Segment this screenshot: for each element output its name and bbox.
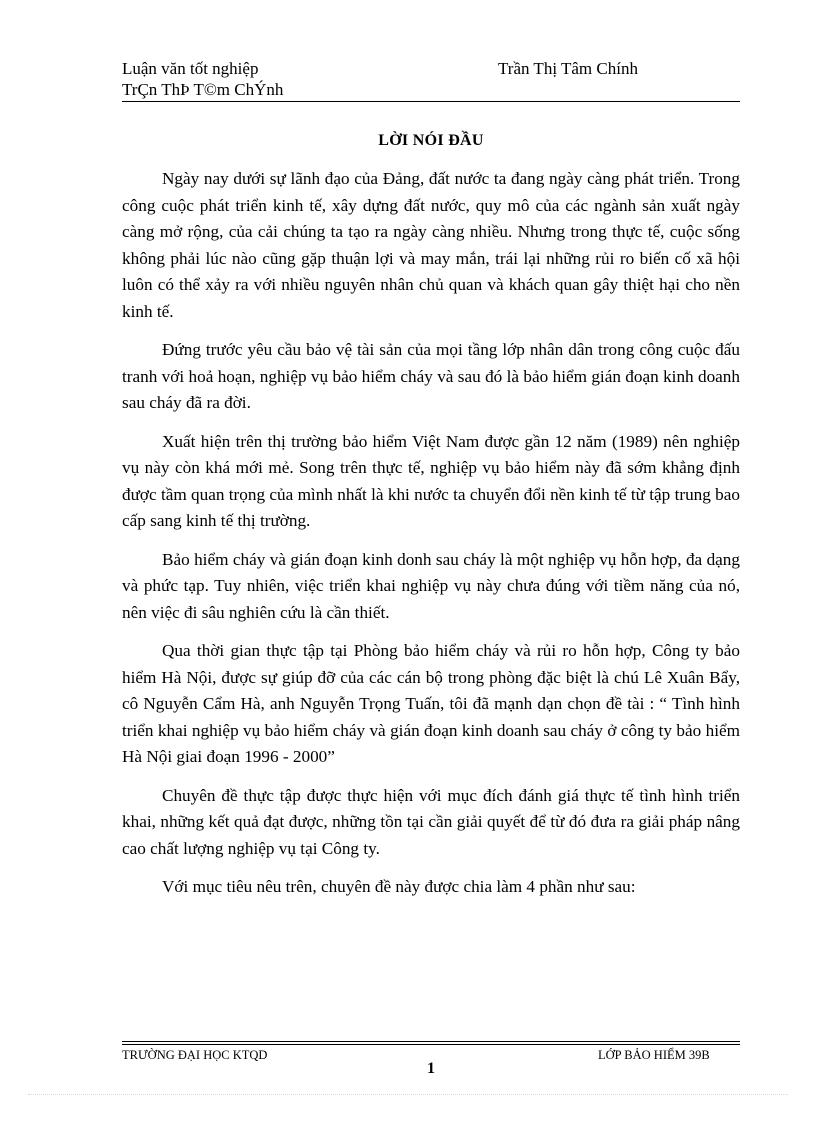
page-number: 1	[427, 1060, 435, 1077]
header-author-name: Trần Thị Tâm Chính	[498, 59, 638, 78]
footer-university: TRƯỜNG ĐẠI HỌC KTQD	[122, 1048, 268, 1062]
page-title: LỜI NÓI ĐẦU	[378, 132, 484, 149]
footer-rule-bottom	[122, 1044, 740, 1045]
paragraph-4: Bảo hiểm cháy và gián đoạn kinh donh sau cháy là một nghiệp vụ hỗn hợp, đa dạng và phức tạp. Tuy nhiên, việc triển khai nghiệp vụ này chưa đúng với tiềm năng của nó, nên việc đi sâu nghiên cứu là cần thiết.	[122, 549, 740, 622]
body-text	[122, 166, 740, 913]
paragraph-5: Qua thời gian thực tập tại Phòng bảo hiểm cháy và rủi ro hỗn hợp, Công ty bảo hiểm Hà Nội, được sự giúp đỡ của các cán bộ trong phòng đặc biệt là chú Lê Xuân Bẩy, cô Nguyễn Cẩm Hà, anh Nguyễn Trọng Tuấn, tôi đã mạnh dạn chọn đề tài : “ Tình hình triển khai nghiệp vụ bảo hiểm cháy và gián đoạn kinh doanh sau cháy ở công ty bảo hiểm Hà Nội giai đoạn 1996 - 2000”	[122, 641, 740, 766]
paragraph-1: Ngày nay dưới sự lãnh đạo của Đảng, đất nước ta đang ngày càng phát triển. Trong công cuộc phát triển kinh tế, xây dựng đất nước, quy mô của các ngành sản xuất ngày càng mở rộng, của cải chúng ta tạo ra ngày càng nhiều. Nhưng trong thực tế, cuộc sống không phải lúc nào cũng gặp thuận lợi và may mắn, trái lại những rủi ro biến cố xã hội luôn có thể xảy ra với nhiều nguyên nhân chủ quan và khách quan gây thiệt hại cho nền kinh tế.	[122, 169, 740, 321]
header-thesis-label: Luận văn tốt nghiệp	[122, 59, 259, 78]
paragraph-6: Chuyên đề thực tập được thực hiện với mục đích đánh giá thực tế tình hình triển khai, những kết quả đạt được, những tồn tại cần giải quyết để từ đó đưa ra giải pháp nâng cao chất lượng nghiệp vụ tại Công ty.	[122, 785, 740, 858]
paragraph-7: Với mục tiêu nêu trên, chuyên đề này được chia làm 4 phần như sau:	[162, 877, 636, 896]
footer-rule-top	[122, 1041, 740, 1042]
header-garbled-author: TrÇn ThÞ T©m ChÝnh	[122, 80, 284, 99]
page-bottom-dotted-line	[28, 1094, 788, 1095]
paragraph-2: Đứng trước yêu cầu bảo vệ tài sản của mọi tầng lớp nhân dân trong công cuộc đấu tranh với hoả hoạn, nghiệp vụ bảo hiểm cháy và sau đó là bảo hiểm gián đoạn kinh doanh sau cháy đã ra đời.	[122, 340, 740, 412]
paragraph-3: Xuất hiện trên thị trường bảo hiểm Việt Nam được gần 12 năm (1989) nên nghiệp vụ này còn khá mới mẻ. Song trên thực tế, nghiệp vụ bảo hiểm này đã sớm khẳng định được tầm quan trọng của mình nhất là khi nước ta chuyển đổi nền kinh tế từ tập trung bao cấp sang kinh tế thị trường.	[122, 431, 740, 530]
footer-class: LỚP BẢO HIỂM 39B	[598, 1048, 710, 1062]
header-rule	[122, 101, 740, 102]
